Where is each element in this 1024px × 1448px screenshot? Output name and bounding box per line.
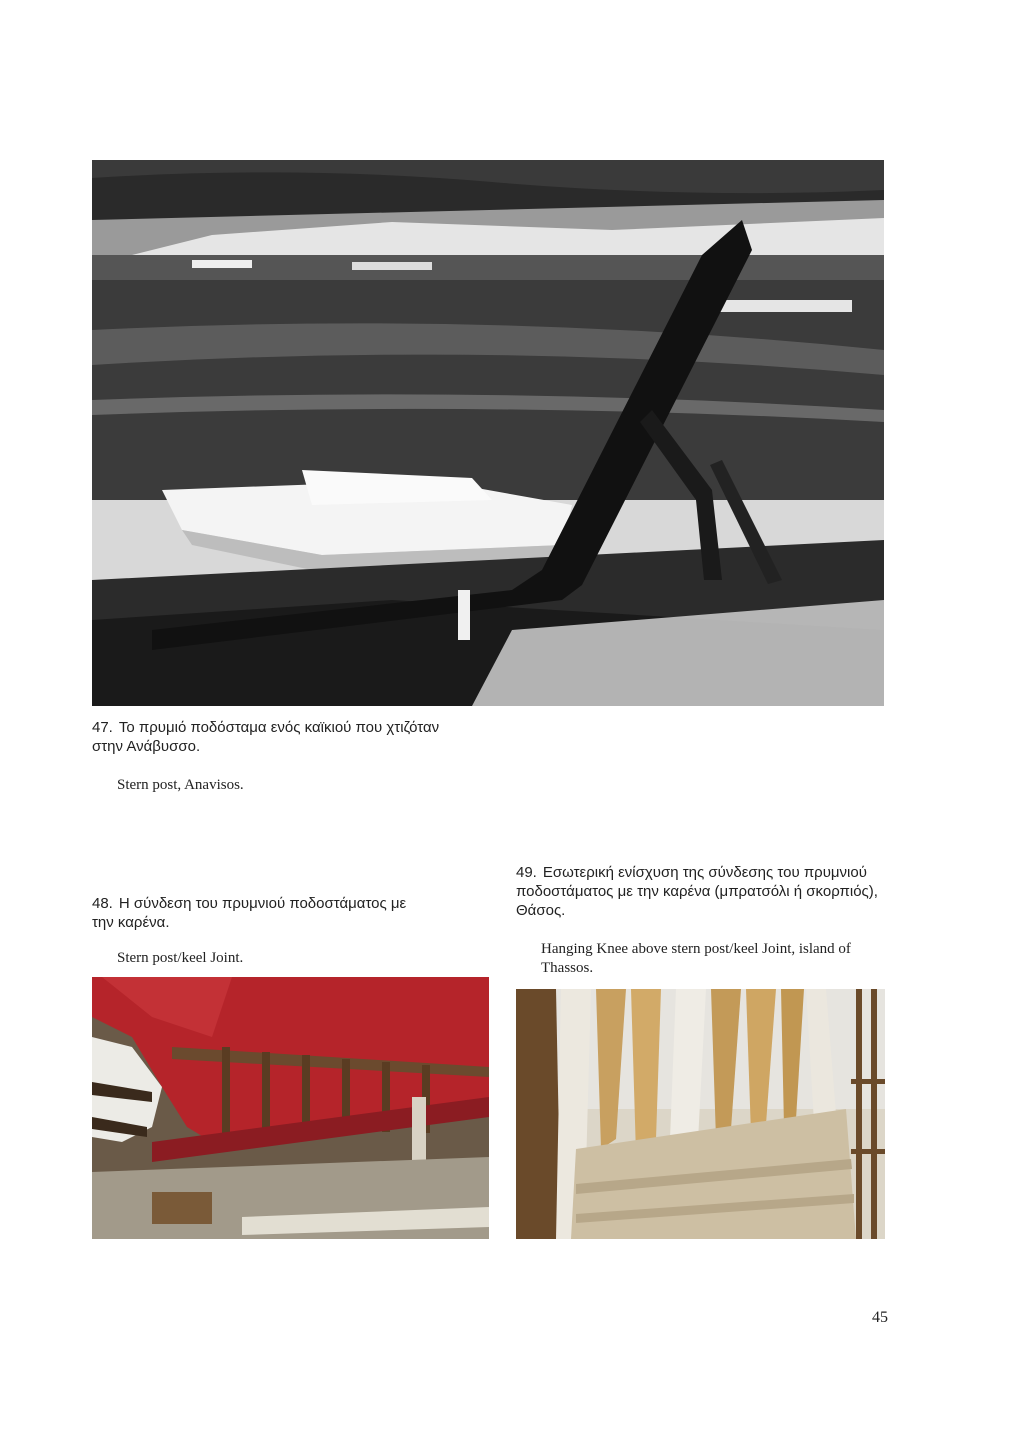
figure-49-caption-greek-text: Εσωτερική ενίσχυση της σύνδεσης του πρυμνιού ποδοστάματος με την καρένα (μπρατσόλι ή σκορπιός), Θάσος. [516,864,878,919]
page-number: 45 [872,1309,888,1326]
figure-48-caption-greek [92,894,422,932]
figure-48-caption-greek-text: Η σύνδεση του πρυμνιού ποδοστάματος με την καρένα. [92,895,407,931]
photo-stern-post-keel-joint [92,977,489,1239]
figure-47-caption-english: Stern post, Anavisos. [117,777,244,793]
photo-hanging-knee-thassos [516,989,885,1239]
figure-47-caption-greek-text: Το πρυμιό ποδόσταμα ενός καϊκιού που χτιζόταν στην Ανάβυσσο. [92,719,440,755]
figure-49-caption-english: Hanging Knee above stern post/keel Joint, island of Thassos. [541,941,851,976]
figure-49-number: 49. [516,864,537,881]
figure-49-caption-greek [516,863,886,920]
figure-47-number: 47. [92,719,113,736]
photo-stern-post-anavisos [92,160,884,706]
figure-48-number: 48. [92,895,113,912]
figure-47-caption-greek [92,718,452,756]
figure-48-caption-english: Stern post/keel Joint. [117,950,244,966]
